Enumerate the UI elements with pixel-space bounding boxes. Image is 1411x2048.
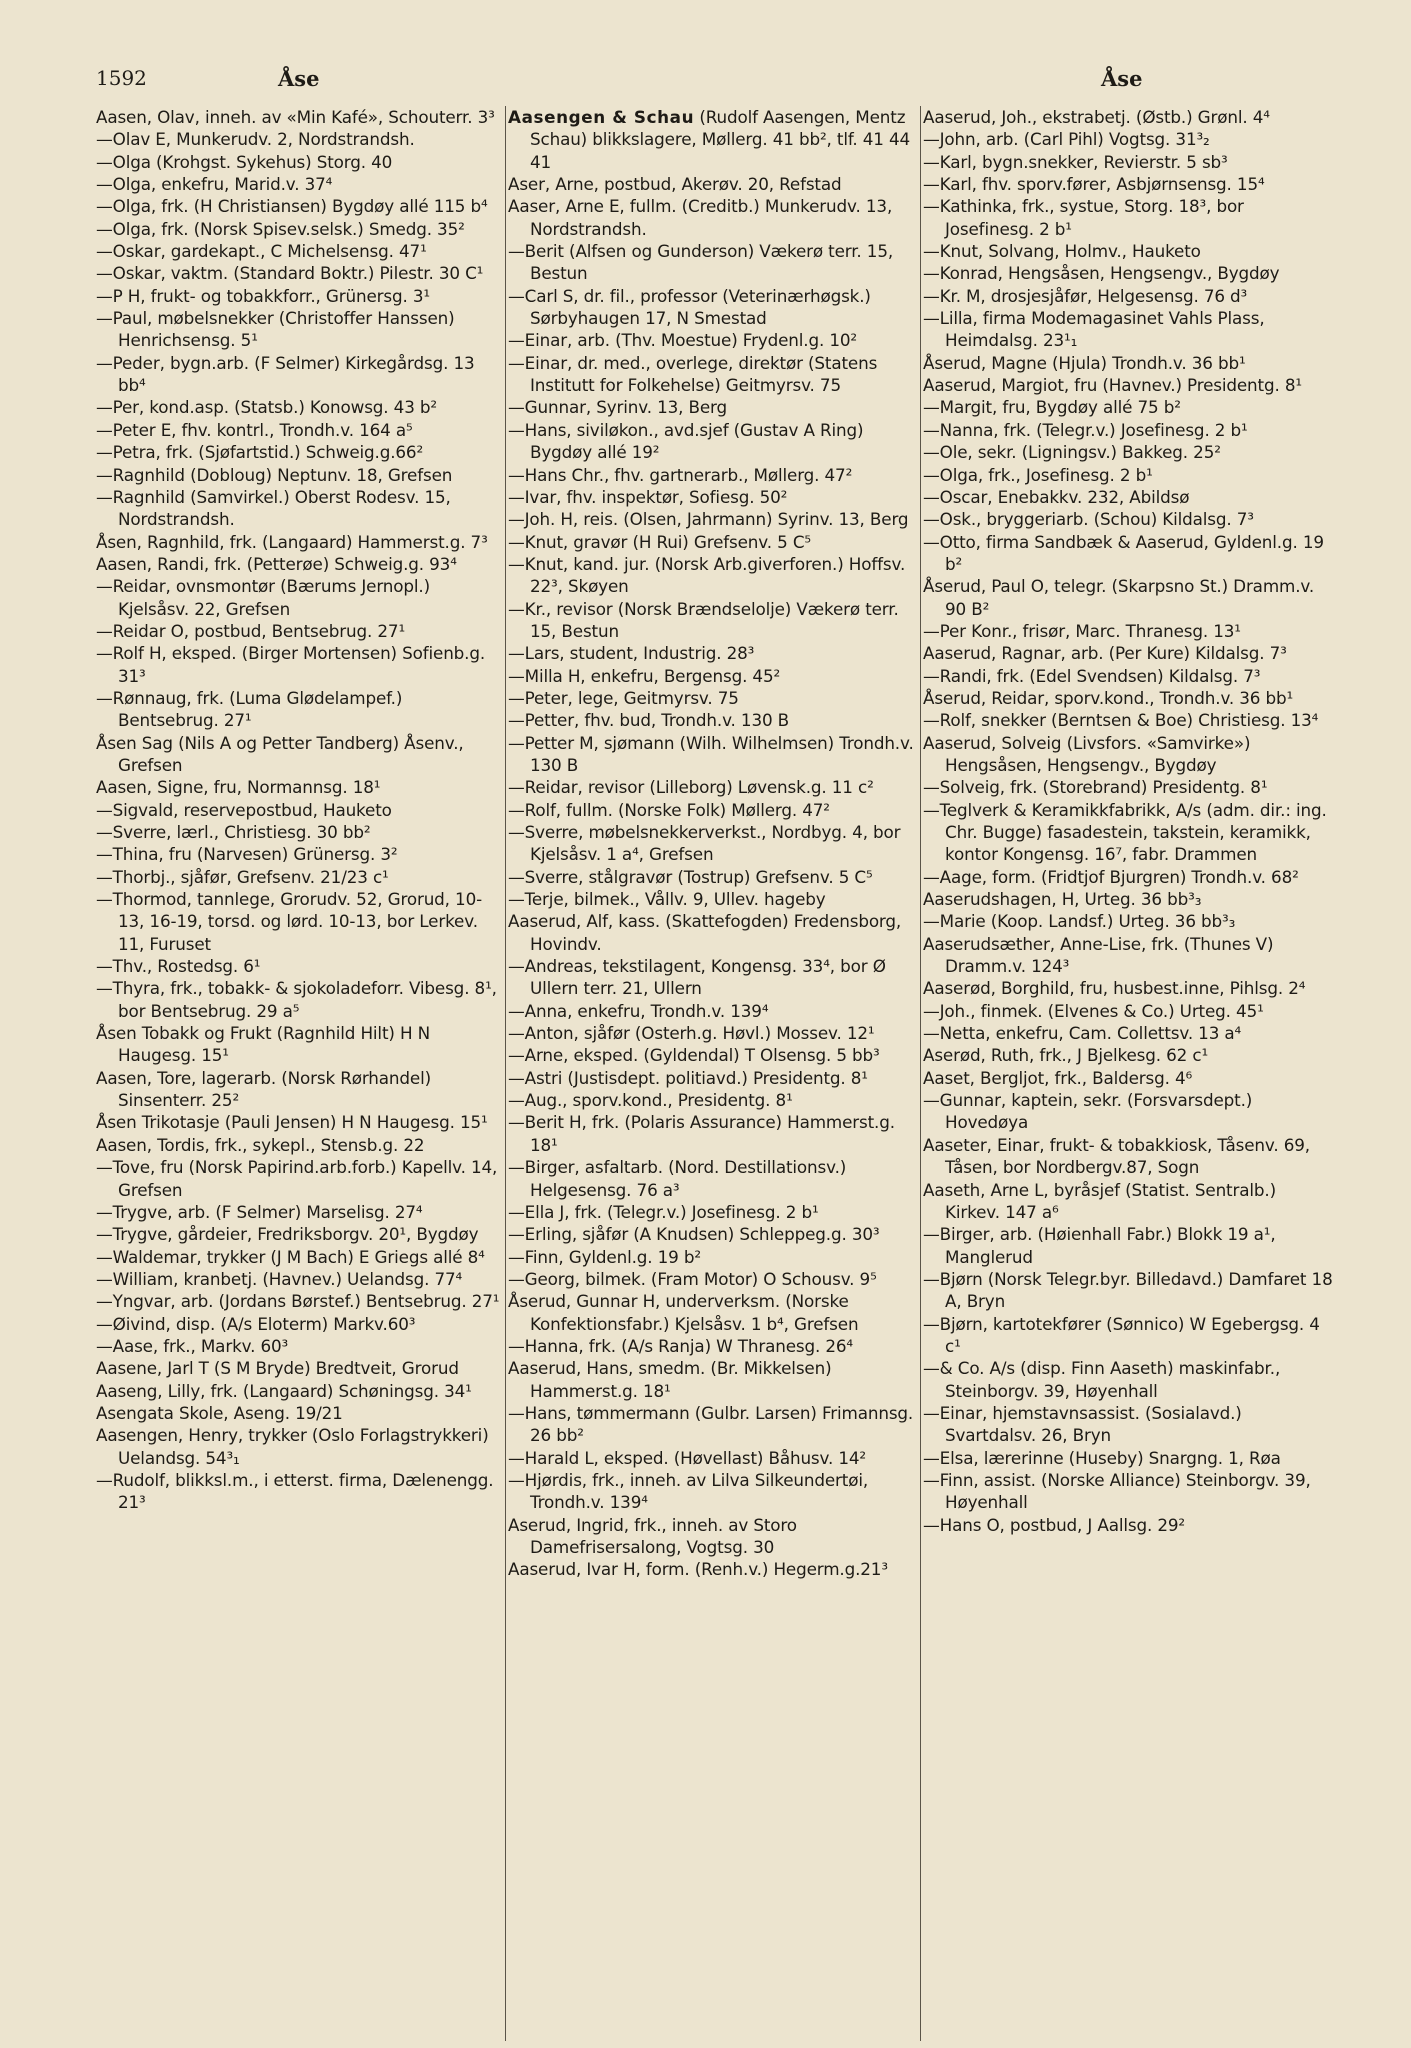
entry-text: Åsen Tobakk og Frukt (Ragnhild Hilt) H N Haugesg. 15¹ [96,1023,431,1066]
entry-text: —Berit (Alfsen og Gunderson) Vækerø terr. 15, Bestun [508,241,894,284]
entry-text: —Terje, bilmek., Vållv. 9, Ullev. hageby [508,889,826,910]
directory-entry [923,307,1335,352]
entry-text: Åsen Sag (Nils A og Petter Tandberg) Åsenv., Grefsen [96,732,464,775]
directory-entry [923,687,1335,709]
directory-entry [96,352,503,397]
entry-text: Aaserud, Ragnar, arb. (Per Kure) Kildalsg. 7³ [923,643,1287,664]
entry-text: —John, arb. (Carl Pihl) Vogtsg. 31³₂ [923,129,1210,150]
directory-entry [923,464,1335,486]
entry-text: Aserud, Ingrid, frk., inneh. av Storo Damefrisersalong, Vogtsg. 30 [508,1514,797,1557]
entry-text: —Hans O, postbud, J Aallsg. 29² [923,1514,1185,1535]
entry-text: Aasen, Olav, inneh. av «Min Kafé», Schouterr. 3³ [96,107,495,127]
directory-entry [96,1111,503,1133]
entry-text: Aaseth, Arne L, byråsjef (Statist. Sentralb.) Kirkev. 147 a⁶ [923,1179,1276,1222]
entry-text: —Olga, frk. (Norsk Spisev.selsk.) Smedg. 35² [96,218,465,239]
entry-text: —Reidar, revisor (Lilleborg) Løvensk.g. 11 c² [508,777,874,798]
entry-text: —Aage, form. (Fridtjof Bjurgren) Trondh.v. 68² [923,866,1299,887]
directory-entry [923,396,1335,418]
directory-entry [96,151,503,173]
directory-entry [96,888,503,955]
entry-text: —Anton, sjåfør (Osterh.g. Høvl.) Mossev. 12¹ [508,1023,875,1044]
directory-entry [96,799,503,821]
directory-entry [508,464,920,486]
entry-text: —Solveig, frk. (Storebrand) Presidentg. 8¹ [923,777,1268,798]
entry-text: —Petter M, sjømann (Wilh. Wilhelmsen) Trondh.v. 130 B [508,732,914,775]
directory-entry [508,173,920,195]
entry-text: —Trygve, arb. (F Selmer) Marselisg. 27⁴ [96,1201,423,1222]
directory-entry [923,642,1335,664]
entry-text: Aasen, Tordis, frk., sykepl., Stensb.g. 22 [96,1134,425,1155]
directory-entry [508,531,920,553]
directory-entry [923,1089,1335,1134]
directory-entry [923,1022,1335,1044]
entry-text: —Sigvald, reservepostbud, Hauketo [96,799,392,820]
entry-text: —Olav E, Munkerudv. 2, Nordstrandsh. [96,129,415,150]
entry-text: Aserød, Ruth, frk., J Bjelkesg. 62 c¹ [923,1045,1209,1066]
directory-entry [923,1514,1335,1536]
directory-entry [508,329,920,351]
entry-text: —Teglverk & Keramikkfabrikk, A/s (adm. dir.: ing. Chr. Bugge) fasadestein, takstein, keramikk, kontor Kongensg. 16⁷, fabr. Drammen [923,799,1327,865]
directory-entry [508,598,920,643]
entry-text: —Per, kond.asp. (Statsb.) Konowsg. 43 b² [96,397,437,418]
directory-entry [96,173,503,195]
directory-entry [923,262,1335,284]
directory-entry [923,1402,1335,1447]
directory-entry [96,441,503,463]
directory-entry [96,732,503,777]
directory-entry [923,1000,1335,1022]
entry-text: —Hans, siviløkon., avd.sjef (Gustav A Ring) Bygdøy allé 19² [508,419,864,463]
column-2 [508,106,920,2041]
directory-entry [96,486,503,531]
directory-entry [508,821,920,866]
entry-text: —Oskar, gardekapt., C Michelsensg. 47¹ [96,241,427,262]
directory-entry [508,419,920,464]
directory-entry [96,821,503,843]
directory-entry [923,1067,1335,1089]
directory-entry [508,352,920,397]
entry-text: —Olga, frk. (H Christiansen) Bygdøy allé 115 b⁴ [96,196,488,217]
entry-text: —Knut, kand. jur. (Norsk Arb.giverforen.) Hoffsv. 22³, Skøyen [508,553,906,597]
directory-entry [508,642,920,664]
running-head-left: Åse [278,66,320,91]
entry-text: —Ella J, frk. (Telegr.v.) Josefinesg. 2 b¹ [508,1201,819,1222]
directory-entry [96,464,503,486]
entry-text: —Hans Chr., fhv. gartnerarb., Møllerg. 47² [508,464,853,485]
entry-text: —Yngvar, arb. (Jordans Børstef.) Bentsebrug. 27¹ [96,1291,500,1312]
directory-entry [96,1424,503,1469]
entry-text: —Thv., Rostedsg. 6¹ [96,956,261,977]
directory-entry [96,1201,503,1223]
directory-entry [508,508,920,530]
directory-entry [96,1246,503,1268]
directory-entry [923,195,1335,240]
entry-text: —Anna, enkefru, Trondh.v. 139⁴ [508,1000,769,1021]
directory-entry [923,776,1335,798]
directory-entry [96,1223,503,1245]
entry-firm-name: Aasengen & Schau [508,107,695,127]
directory-entry [96,1335,503,1357]
page-header [96,66,1341,96]
directory-entry [923,106,1335,128]
directory-entry [96,1156,503,1201]
directory-entry [508,1156,920,1201]
entry-text: Aaserudsæther, Anne-Lise, frk. (Thunes V) Dramm.v. 124³ [923,933,1274,977]
directory-entry [508,955,920,1000]
directory-entry [508,486,920,508]
entry-text: Aasene, Jarl T (S M Bryde) Bredtveit, Grorud [96,1358,459,1379]
entry-text: —Ivar, fhv. inspektør, Sofiesg. 50² [508,486,788,507]
directory-entry [508,1111,920,1156]
entry-text: —Arne, eksped. (Gyldendal) T Olsensg. 5 bb³ [508,1045,880,1066]
entry-text: Åserud, Magne (Hjula) Trondh.v. 36 bb¹ [923,352,1246,373]
directory-entry [923,1357,1335,1402]
entry-text: —Karl, fhv. sporv.fører, Asbjørnsensg. 15⁴ [923,174,1265,195]
entry-text: —Peter E, fhv. kontrl., Trondh.v. 164 a⁵ [96,419,413,440]
directory-entry [96,262,503,284]
entry-text: —Knut, gravør (H Rui) Grefsenv. 5 C⁵ [508,531,811,552]
directory-entry [923,732,1335,777]
directory-entry [923,486,1335,508]
entry-text: —Kr., revisor (Norsk Brændselolje) Vækerø terr. 15, Bestun [508,598,899,641]
entry-text: —Kathinka, frk., systue, Storg. 18³, bor Josefinesg. 2 b¹ [923,196,1244,239]
entry-text: —Astri (Justisdept. politiavd.) Presidentg. 8¹ [508,1067,868,1088]
directory-entry [508,866,920,888]
directory-entry [96,1134,503,1156]
running-head-right: Åse [1101,66,1143,91]
entry-text: —Waldemar, trykker (J M Bach) E Griegs allé 8⁴ [96,1246,485,1267]
entry-text: —Birger, asfaltarb. (Nord. Destillationsv.) Helgesensg. 76 a³ [508,1157,847,1200]
directory-entry [508,687,920,709]
entry-text: —Rønnaug, frk. (Luma Glødelampef.) Bentsebrug. 27¹ [96,687,403,731]
entry-text: —Rolf, snekker (Berntsen & Boe) Christiesg. 13⁴ [923,710,1319,731]
directory-entry [508,553,920,598]
directory-entry [508,1558,920,1580]
entry-text: —Margit, fru, Bygdøy allé 75 b² [923,397,1181,418]
directory-entry [96,1469,503,1514]
directory-entry [96,1313,503,1335]
entry-text: —Harald L, eksped. (Høvellast) Båhusv. 14² [508,1447,867,1468]
entry-text: Aasen, Tore, lagerarb. (Norsk Rørhandel) Sinsenterr. 25² [96,1067,431,1111]
directory-entry [508,1022,920,1044]
entry-text: —& Co. A/s (disp. Finn Aaseth) maskinfabr., Steinborgv. 39, Høyenhall [923,1358,1281,1401]
directory-entry [923,910,1335,932]
directory-entry [508,1223,920,1245]
column-3 [923,106,1335,2041]
directory-entry [508,195,920,240]
directory-entry [96,553,503,575]
entry-text: Aaserud, Solveig (Livsfors. «Samvirke») Hengsåsen, Hengsengv., Bygdøy [923,732,1251,775]
entry-text: —Oskar, vaktm. (Standard Boktr.) Pilestr. 30 C¹ [96,263,484,284]
directory-entry [923,1469,1335,1514]
directory-entry [508,799,920,821]
entry-text: —Peder, bygn.arb. (F Selmer) Kirkegårdsg. 13 bb⁴ [96,352,475,396]
entry-text: —Einar, arb. (Thv. Moestue) Frydenl.g. 10² [508,330,857,351]
entry-text: Aaserud, Alf, kass. (Skattefogden) Fredensborg, Hovindv. [508,911,902,954]
entry-text: —Paul, møbelsnekker (Christoffer Hanssen) Henrichsensg. 5¹ [96,308,455,351]
directory-entry [923,1044,1335,1066]
directory-entry [923,352,1335,374]
entry-text: —Rolf H, eksped. (Birger Mortensen) Sofienb.g. 31³ [96,643,486,686]
entry-text: —Reidar O, postbud, Bentsebrug. 27¹ [96,620,406,641]
entry-text: —Thormod, tannlege, Grorudv. 52, Grorud, 10-13, 16-19, torsd. og lørd. 10-13, bor Lerkev. 11, Furuset [96,889,483,954]
directory-entry [96,955,503,977]
entry-text: —Thina, fru (Narvesen) Grünersg. 3² [96,844,398,865]
entry-text: —Erling, sjåfør (A Knudsen) Schleppeg.g. 30³ [508,1224,880,1245]
entry-text: —Sverre, lærl., Christiesg. 30 bb² [96,822,371,842]
directory-entry [508,285,920,330]
directory-entry [96,575,503,620]
directory-entry [508,1246,920,1268]
entry-text: —Trygve, gårdeier, Fredriksborgv. 20¹, Bygdøy [96,1224,479,1245]
directory-entry [923,1313,1335,1358]
entry-text: Åsen, Ragnhild, frk. (Langaard) Hammerst.g. 7³ [96,531,488,552]
directory-entry [923,531,1335,576]
entry-text: —Einar, dr. med., overlege, direktør (Statens Institutt for Folkehelse) Geitmyrsv. 75 [508,352,878,396]
entry-text: —Rudolf, blikksl.m., i etterst. firma, Dælenengg. 21³ [96,1469,494,1513]
directory-entry [96,977,503,1022]
directory-entry [923,1223,1335,1268]
entry-text: —Joh. H, reis. (Olsen, Jahrmann) Syrinv. 13, Berg [508,509,909,530]
column-1 [96,106,503,2041]
entry-text: —Petter, fhv. bud, Trondh.v. 130 B [508,710,790,731]
entry-text: —Konrad, Hengsåsen, Hengsengv., Bygdøy [923,263,1280,284]
entry-text: Aaserud, Joh., ekstrabetj. (Østb.) Grønl. 4⁴ [923,107,1270,127]
entry-text: Åserud, Gunnar H, underverksm. (Norske Konfektionsfabr.) Kjelsåsv. 1 b⁴, Grefsen [508,1291,859,1334]
directory-entry [923,1447,1335,1469]
directory-entry [96,1402,503,1424]
entry-text: —Øivind, disp. (A/s Eloterm) Markv.60³ [96,1313,416,1334]
entry-text: —Ragnhild (Dobloug) Neptunv. 18, Grefsen [96,464,453,485]
directory-entry [923,374,1335,396]
directory-entry [96,128,503,150]
directory-entry [508,1447,920,1469]
directory-entry [923,151,1335,173]
directory-entry [923,128,1335,150]
column-divider-2 [920,106,921,2041]
directory-entry [923,1134,1335,1179]
entry-text: —Thorbj., sjåfør, Grefsenv. 21/23 c¹ [96,866,389,887]
directory-entry [923,240,1335,262]
entry-text: —Lars, student, Industrig. 28³ [508,643,755,664]
entry-text: Aaser, Arne E, fullm. (Creditb.) Munkerudv. 13, Nordstrandsh. [508,196,893,239]
directory-entry [508,1268,920,1290]
entry-text: Aaserød, Borghild, fru, husbest.inne, Pihlsg. 2⁴ [923,978,1306,999]
directory-entry [96,531,503,553]
directory-entry [508,1089,920,1111]
directory-entry [923,709,1335,731]
entry-text: —Milla H, enkefru, Bergensg. 45² [508,665,781,686]
entry-text: —Hjørdis, frk., inneh. av Lilva Silkeundertøi, Trondh.v. 139⁴ [508,1469,869,1513]
directory-entry [923,575,1335,620]
entry-text: —Randi, frk. (Edel Svendsen) Kildalsg. 7³ [923,665,1261,686]
entry-text: Aaserud, Hans, smedm. (Br. Mikkelsen) Hammerst.g. 18¹ [508,1358,832,1401]
directory-entry [923,977,1335,999]
entry-text: —Olga (Krohgst. Sykehus) Storg. 40 [96,151,393,172]
directory-entry [96,396,503,418]
entry-text: —Bjørn (Norsk Telegr.byr. Billedavd.) Damfaret 18 A, Bryn [923,1268,1333,1312]
entry-text: —Finn, Gyldenl.g. 19 b² [508,1246,701,1267]
directory-entry [508,1067,920,1089]
directory-entry [508,396,920,418]
entry-text: —Einar, hjemstavnsassist. (Sosialavd.) Svartdalsv. 26, Bryn [923,1402,1242,1446]
entry-text: —Olga, frk., Josefinesg. 2 b¹ [923,464,1153,485]
directory-entry [96,1067,503,1112]
directory-entry [96,687,503,732]
entry-text: —Bjørn, kartotekfører (Sønnico) W Egebergsg. 4 c¹ [923,1313,1320,1356]
directory-entry [923,933,1335,978]
entry-text: Åserud, Paul O, telegr. (Skarpsno St.) Dramm.v. 90 B² [923,576,1315,619]
entry-text: —Carl S, dr. fil., professor (Veterinærhøgsk.) Sørbyhaugen 17, N Smestad [508,285,871,329]
directory-entry [508,709,920,731]
entry-text: —Osk., bryggeriarb. (Schou) Kildalsg. 7³ [923,509,1254,530]
directory-entry [508,665,920,687]
entry-text: —William, kranbetj. (Havnev.) Uelandsg. 77⁴ [96,1268,463,1289]
entry-text: —Petra, frk. (Sjøfartstid.) Schweig.g.66² [96,442,424,463]
directory-entry [96,419,503,441]
entry-text: —Birger, arb. (Høienhall Fabr.) Blokk 19 a¹, Manglerud [923,1224,1276,1267]
directory-entry [923,285,1335,307]
entry-text: —Andreas, tekstilagent, Kongensg. 33⁴, bor Ø Ullern terr. 21, Ullern [508,956,886,999]
entry-text: —Knut, Solvang, Holmv., Hauketo [923,241,1201,262]
directory-entry [923,508,1335,530]
directory-entry [508,1469,920,1514]
directory-entry [923,441,1335,463]
entry-text: Åserud, Reidar, sporv.kond., Trondh.v. 36 bb¹ [923,687,1294,708]
directory-entry [508,1357,920,1402]
directory-entry [508,1514,920,1559]
entry-text: —Marie (Koop. Landsf.) Urteg. 36 bb³₃ [923,911,1236,932]
directory-entry [96,1380,503,1402]
entry-text: —Lilla, firma Modemagasinet Vahls Plass, Heimdalsg. 23¹₁ [923,308,1265,351]
entry-text: —Netta, enkefru, Cam. Collettsv. 13 a⁴ [923,1023,1242,1044]
directory-entry [96,1022,503,1067]
entry-text: —Ragnhild (Samvirkel.) Oberst Rodesv. 15, Nordstrandsh. [96,486,451,530]
directory-entry [96,776,503,798]
directory-entry [508,240,920,285]
entry-text: —Oscar, Enebakkv. 232, Abildsø [923,486,1190,507]
directory-entry [923,866,1335,888]
entry-text: —Reidar, ovnsmontør (Bærums Jernopl.) Kjelsåsv. 22, Grefsen [96,576,431,619]
entry-text: —Kr. M, drosjesjåfør, Helgesensg. 76 d³ [923,285,1248,306]
entry-text: Aaserudshagen, H, Urteg. 36 bb³₃ [923,889,1202,910]
entry-text: —Per Konr., frisør, Marc. Thranesg. 13¹ [923,620,1241,641]
entry-text: —Hans, tømmermann (Gulbr. Larsen) Frimannsg. 26 bb² [508,1402,914,1446]
directory-entry [508,1000,920,1022]
entry-text: Aasengen, Henry, trykker (Oslo Forlagstrykkeri) Uelandsg. 54³₁ [96,1425,489,1468]
directory-entry [923,1268,1335,1313]
directory-entry [96,843,503,865]
entry-text: —Ole, sekr. (Ligningsv.) Bakkeg. 25² [923,442,1221,463]
directory-entry [96,1268,503,1290]
directory-entry [508,1201,920,1223]
directory-entry [96,285,503,307]
directory-entry [923,1179,1335,1224]
entry-text: Aaset, Bergljot, frk., Baldersg. 4⁶ [923,1067,1193,1088]
directory-entry [96,106,503,128]
directory-entry [508,1290,920,1335]
entry-text: —Sverre, møbelsnekkerverkst., Nordbyg. 4, bor Kjelsåsv. 1 a⁴, Grefsen [508,822,901,865]
entry-text: Aasen, Signe, fru, Normannsg. 18¹ [96,777,381,798]
entry-text: Asengata Skole, Aseng. 19/21 [96,1402,343,1423]
entry-text: Aaseter, Einar, frukt- & tobakkiosk, Tåsenv. 69, Tåsen, bor Nordbergv.87, Sogn [923,1134,1310,1178]
entry-text: —Peter, lege, Geitmyrsv. 75 [508,687,739,708]
directory-entry [96,866,503,888]
directory-entry [96,620,503,642]
directory-entry [923,799,1335,866]
directory-entry [508,776,920,798]
entry-text: —Gunnar, kaptein, sekr. (Forsvarsdept.) Hovedøya [923,1090,1253,1133]
entry-text: —Otto, firma Sandbæk & Aaserud, Gyldenl.g. 19 b² [923,531,1324,574]
directory-entry [508,888,920,910]
directory-entry [923,888,1335,910]
directory-entry [96,307,503,352]
directory-entry [508,910,920,955]
entry-text: —Georg, bilmek. (Fram Motor) O Schousv. 9⁵ [508,1268,877,1289]
directory-entry [96,218,503,240]
entry-text: —Elsa, lærerinne (Huseby) Snargng. 1, Røa [923,1447,1281,1468]
entry-text: Aaserud, Ivar H, form. (Renh.v.) Hegerm.g.21³ [508,1559,888,1580]
entry-text: —Aase, frk., Markv. 60³ [96,1335,289,1356]
directory-entry [508,732,920,777]
directory-entry [508,1044,920,1066]
entry-text: Aaseng, Lilly, frk. (Langaard) Schøningsg. 34¹ [96,1380,472,1401]
directory-entry [96,1290,503,1312]
entry-text: Aasen, Randi, frk. (Petterøe) Schweig.g. 93⁴ [96,553,457,574]
directory-entry [96,1357,503,1379]
directory-entry [508,106,920,173]
entry-text: (Rudolf Aasengen, Mentz Schau) blikkslagere, Møllerg. 41 bb², tlf. 41 44 41 [530,107,911,172]
directory-entry [508,1335,920,1357]
page-number: 1592 [96,66,147,90]
directory-entry [96,240,503,262]
entry-text: —Gunnar, Syrinv. 13, Berg [508,397,727,418]
entry-text: —Aug., sporv.kond., Presidentg. 8¹ [508,1090,793,1111]
entry-text: Åsen Trikotasje (Pauli Jensen) H N Haugesg. 15¹ [96,1112,488,1133]
entry-text: Aser, Arne, postbud, Akerøv. 20, Refstad [508,174,842,195]
entry-text: —Hanna, frk. (A/s Ranja) W Thranesg. 26⁴ [508,1335,853,1356]
entry-text: —Joh., finmek. (Elvenes & Co.) Urteg. 45¹ [923,1000,1264,1021]
directory-entry [923,665,1335,687]
column-divider-1 [505,106,506,2041]
entry-text: —Finn, assist. (Norske Alliance) Steinborgv. 39, Høyenhall [923,1469,1311,1513]
entry-text: —Berit H, frk. (Polaris Assurance) Hammerst.g. 18¹ [508,1112,895,1155]
directory-entry [508,1402,920,1447]
entry-text: —Olga, enkefru, Marid.v. 37⁴ [96,174,333,195]
entry-text: —Rolf, fullm. (Norske Folk) Møllerg. 47² [508,799,830,820]
directory-entry [923,620,1335,642]
entry-text: —Karl, bygn.snekker, Revierstr. 5 sb³ [923,151,1228,172]
entry-text: —Sverre, stålgravør (Tostrup) Grefsenv. 5 C⁵ [508,866,873,887]
entry-text: —Thyra, frk., tobakk- & sjokoladeforr. Vibesg. 8¹, bor Bentsebrug. 29 a⁵ [96,978,497,1021]
directory-entry [923,419,1335,441]
directory-entry [923,173,1335,195]
directory-entry [96,195,503,217]
entry-text: —Nanna, frk. (Telegr.v.) Josefinesg. 2 b¹ [923,419,1248,440]
entry-text: —P H, frukt- og tobakkforr., Grünersg. 3¹ [96,285,430,306]
entry-text: Aaserud, Margiot, fru (Havnev.) Presidentg. 8¹ [923,375,1302,396]
directory-entry [96,642,503,687]
entry-text: —Tove, fru (Norsk Papirind.arb.forb.) Kapellv. 14, Grefsen [96,1157,498,1200]
